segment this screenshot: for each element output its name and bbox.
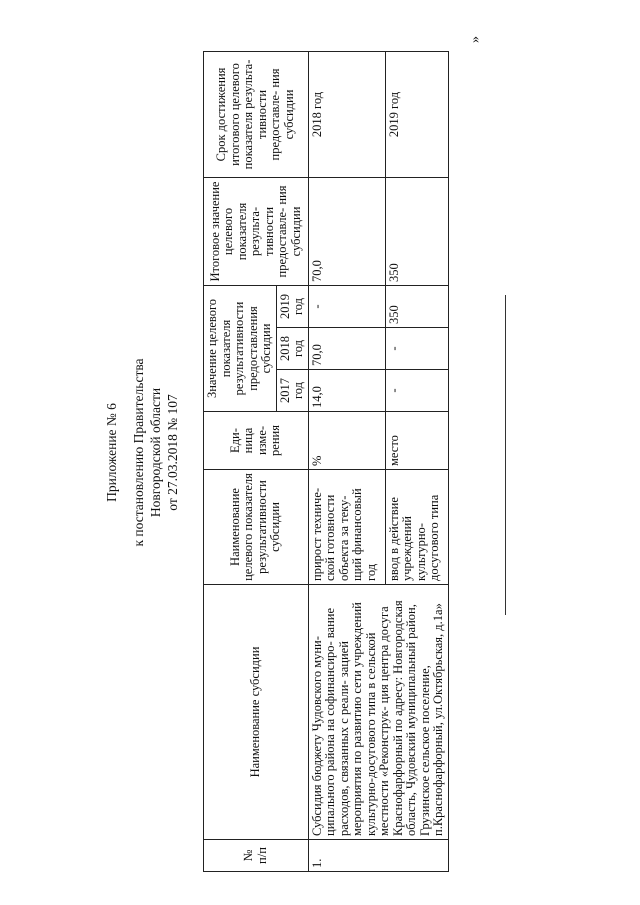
subsidy-table <box>203 51 449 872</box>
row-2019-2: 350 <box>385 285 448 327</box>
row-final-1: 70,0 <box>308 177 385 285</box>
reference-line-3: от 27.03.2018 № 107 <box>165 394 180 511</box>
row-deadline-1: 2018 год <box>308 51 385 177</box>
header-indicator: Наименование целевого показателя результативности субсидии <box>204 470 309 585</box>
header-unit: Еди- ница изме- рения <box>204 412 309 470</box>
row-2018-1: 70,0 <box>308 328 385 370</box>
reference-line-2: Новгородской области <box>148 387 163 518</box>
header-final-value: Итоговое значение целевого показателя результа- тивности предоставле- ния субсидии <box>204 177 309 285</box>
row-indicator-2: ввод в действие учреждений культурно- досугового типа <box>385 470 448 585</box>
header-deadline: Срок достижения итогового целевого показателя результа- тивности предоставле- ния субсидии <box>204 51 309 177</box>
appendix-title: Приложение № 6 <box>104 403 119 502</box>
reference-line-1: к постановлению Правительства <box>131 358 146 547</box>
divider-line <box>505 295 506 615</box>
row-deadline-2: 2019 год <box>385 51 448 177</box>
row-num: 1. <box>308 840 448 872</box>
row-2019-1: - <box>308 285 385 327</box>
header-2017: 2017 год <box>276 370 308 412</box>
row-2017-2: - <box>385 370 448 412</box>
row-2018-2: - <box>385 328 448 370</box>
table-header-row <box>204 51 277 871</box>
row-final-2: 350 <box>385 177 448 285</box>
header-2018: 2018 год <box>276 328 308 370</box>
row-unit-1: % <box>308 412 385 470</box>
row-2017-1: 14,0 <box>308 370 385 412</box>
header-2019: 2019 год <box>276 285 308 327</box>
header-num: № п/п <box>204 840 309 872</box>
table-row <box>308 51 385 871</box>
row-unit-2: место <box>385 412 448 470</box>
header-name: Наименование субсидии <box>204 585 309 840</box>
row-name: Субсидия бюджету Чудовского муни- ципального района на софинансиро- вание расходов, связанных с реали- зацией мероприятия по развитию сети учреждений культурно-досугового типа в сельской местности «Реконструк- ция центра досуга Краснофарфорный по адресу: Новгородская область, Чудовский муниципальный район, Грузинское сельское поселение, п.Краснофарфорный, ул.Октябрьская, д.1а» <box>308 585 448 840</box>
header-values-group: Значение целевого показателя результативности предоставления субсидии <box>204 285 277 411</box>
appendix-reference <box>130 0 181 905</box>
closing-quote: » <box>468 36 483 43</box>
row-indicator-1: прирост техниче- ской готовности объекта за теку- щий финансовый год <box>308 470 385 585</box>
